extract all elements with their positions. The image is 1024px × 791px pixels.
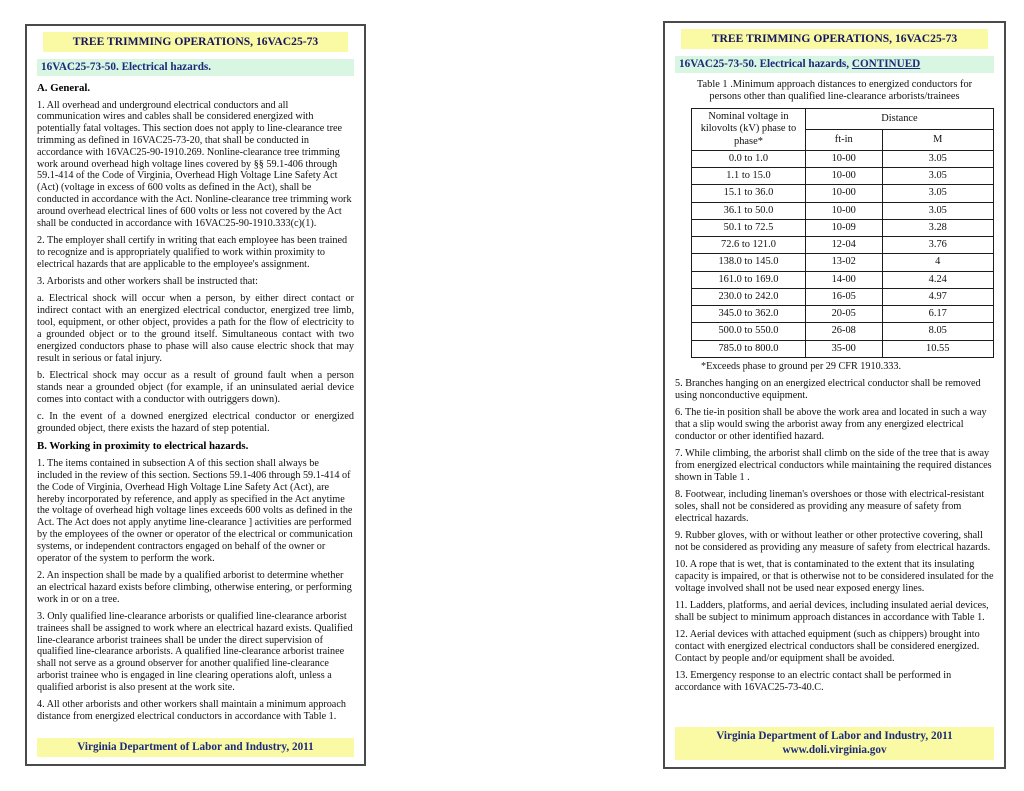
cell-m: 3.28 — [882, 219, 994, 236]
col-header-ftin: ft-in — [805, 129, 882, 150]
cell-voltage: 161.0 to 169.0 — [692, 271, 806, 288]
cell-ftin: 10-09 — [805, 219, 882, 236]
table-row — [692, 288, 994, 305]
cell-ftin: 14-00 — [805, 271, 882, 288]
cell-ftin: 20-05 — [805, 306, 882, 323]
subsection-a-heading: A. General. — [37, 81, 91, 94]
cell-ftin: 16-05 — [805, 288, 882, 305]
page-body — [37, 82, 354, 723]
page-body — [675, 378, 994, 694]
cell-m: 6.17 — [882, 306, 994, 323]
page-title: TREE TRIMMING OPERATIONS, 16VAC25-73 — [43, 32, 348, 52]
table-row — [692, 323, 994, 340]
cell-voltage: 1.1 to 15.0 — [692, 168, 806, 185]
table-row — [692, 306, 994, 323]
cell-m: 3.76 — [882, 237, 994, 254]
col-header-m: M — [882, 129, 994, 150]
paragraph-5: 5. Branches hanging on an energized electrical conductor shall be removed using nonconductive equipment. — [675, 377, 981, 401]
cell-ftin: 10-00 — [805, 150, 882, 167]
cell-voltage: 785.0 to 800.0 — [692, 340, 806, 357]
cell-m: 4.97 — [882, 288, 994, 305]
cell-voltage: 15.1 to 36.0 — [692, 185, 806, 202]
page-footer: Virginia Department of Labor and Industry, 2011 — [37, 738, 354, 757]
page-footer — [675, 727, 994, 760]
table-row — [692, 150, 994, 167]
cell-voltage: 50.1 to 72.5 — [692, 219, 806, 236]
cell-m: 3.05 — [882, 185, 994, 202]
table-caption: Table 1 .Minimum approach distances to energized conductors for persons other than qualified line-clearance arborists/trainees — [696, 79, 973, 103]
paragraph-a3: 3. Arborists and other workers shall be instructed that: — [37, 276, 258, 288]
section-heading-continued: CONTINUED — [851, 58, 921, 70]
cell-m: 8.05 — [882, 323, 994, 340]
cell-voltage: 36.1 to 50.0 — [692, 202, 806, 219]
cell-ftin: 10-00 — [805, 168, 882, 185]
section-heading: 16VAC25-73-50. Electrical hazards. — [37, 59, 354, 76]
cell-voltage: 72.6 to 121.0 — [692, 237, 806, 254]
paragraph-13: 13. Emergency response to an electric contact shall be performed in accordance with 16VAC25-73-40.C. — [675, 670, 952, 694]
table-footnote: *Exceeds phase to ground per 29 CFR 1910.333. — [701, 360, 902, 372]
cell-voltage: 138.0 to 145.0 — [692, 254, 806, 271]
paragraph-9: 9. Rubber gloves, with or without leather or other protective covering, shall not be considered as providing any measure of safety from electrical hazards. — [675, 530, 991, 553]
cell-m: 3.05 — [882, 168, 994, 185]
table-row — [692, 340, 994, 357]
paragraph-b4: 4. All other arborists and other workers shall maintain a minimum approach distance from energized electrical conductors in accordance with Table 1. — [37, 699, 346, 723]
paragraph-a3c: c. In the event of a downed energized electrical conductor or energized grounded object, there exists the hazard of step potential. — [37, 410, 354, 434]
cell-voltage: 345.0 to 362.0 — [692, 306, 806, 323]
table-row — [692, 202, 994, 219]
table-row — [692, 271, 994, 288]
paragraph-b3: 3. Only qualified line-clearance arborists or qualified line-clearance arborist trainees shall be assigned to work where an electrical hazard exists. Qualified line-clearance arborist trainees shall be under the direct supervision of qualified line-clearance arborists. A qualified line-clearance arborist trainee shall not serve as a ground observer for another qualified line-clearance arborist trainee who is engaged in line clearing operations aloft, unless a qualified arborist is also present at the work site. — [37, 611, 353, 693]
paragraph-10: 10. A rope that is wet, that is contaminated to the extent that its insulating capacity is impaired, or that is otherwise not to be considered insulated for the voltage involved shall not be used near exposed energy lines. — [675, 559, 994, 594]
paragraph-a3b: b. Electrical shock may occur as a result of ground fault when a person stands near a grounded object (for example, if an uninsulated aerial device comes into contact with a conductor with outriggers down). — [37, 369, 354, 405]
paragraph-a3a: a. Electrical shock will occur when a person, by either direct contact or indirect contact with an energized electrical conductor, energized tree limb, tool, equipment, or other object, provides a path for the flow of electricity to a grounded object or to the ground itself. Simultaneous contact with two energized conductors phase to phase will also cause electric shock that may result in serious or fatal injury. — [37, 293, 354, 364]
paragraph-b2: 2. An inspection shall be made by a qualified arborist to determine whether an electrical hazard exists before climbing, otherwise entering, or performing work in or on a tree. — [37, 570, 352, 605]
paragraph-12: 12. Aerial devices with attached equipment (such as chippers) brought into contact with energized electrical conductors shall be considered energized. Contact by people and/or equipment shall be avoided. — [675, 629, 980, 665]
cell-ftin: 10-00 — [805, 185, 882, 202]
cell-voltage: 230.0 to 242.0 — [692, 288, 806, 305]
cell-m: 3.05 — [882, 150, 994, 167]
paragraph-a2: 2. The employer shall certify in writing that each employee has been trained to recognize and is appropriately qualified to work within proximity to electrical hazards that are applicable to the employee's assignment. — [37, 235, 348, 270]
col-header-voltage: Nominal voltage in kilovolts (kV) phase to phase* — [692, 108, 806, 150]
cell-m: 10.55 — [882, 340, 994, 357]
document-page-left — [25, 24, 366, 766]
footer-org: Virginia Department of Labor and Industry, 2011 — [716, 730, 953, 742]
cell-voltage: 0.0 to 1.0 — [692, 150, 806, 167]
cell-ftin: 26-08 — [805, 323, 882, 340]
cell-m: 4 — [882, 254, 994, 271]
table-row — [692, 219, 994, 236]
paragraph-b1: 1. The items contained in subsection A of this section shall always be included in the review of this section. Sections 59.1-406 through 59.1-414 of the Code of Virginia, Overhead High Voltage Line Safety Act (Act), are hereby incorporated by reference, and apply as specified in the Act anytime the voltage of overhead high voltage lines exceeds 600 volts as defined in the Act. The Act does not apply anytime line-clearance ] activities are performed by the employees of the owner or operator of the electrical or communication systems, or independent contractors engaged on behalf of the owner or operator of the system to perform the work. — [37, 458, 353, 564]
cell-m: 4.24 — [882, 271, 994, 288]
table-row — [692, 168, 994, 185]
document-page-right — [663, 21, 1006, 769]
table-header-row — [692, 108, 994, 129]
section-heading-main: 16VAC25-73-50. Electrical hazards, — [679, 58, 852, 70]
cell-ftin: 10-00 — [805, 202, 882, 219]
paragraph-11: 11. Ladders, platforms, and aerial devices, including insulated aerial devices, shall be subject to minimum approach distances in accordance with Table 1. — [675, 600, 989, 624]
approach-distance-table — [691, 108, 994, 358]
section-heading — [675, 56, 994, 73]
cell-voltage: 500.0 to 550.0 — [692, 323, 806, 340]
paragraph-a1: 1. All overhead and underground electrical conductors and all communication wires and cables shall be considered energized with potentially fatal voltages. This section does not apply to line-clearance tree trimming as defined in 16VAC25-73-20, that shall be conducted in accordance with 16VAC25-90-1910.269. Nonline-clearance tree trimming work around overhead high voltage lines covered by §§ 59.1-406 through 59.1-414 of the Code of Virginia, Overhead High Voltage Line Safety Act (Act) (voltage in excess of 600 volts as defined in the Act), shall be conducted in accordance with the Act. Nonline-clearance tree trimming work around overhead electrical lines of 600 volts or less not covered by the Act shall be conducted in accordance with 16VAC25-90-1910.333(c)(1). — [37, 99, 352, 229]
col-header-distance: Distance — [805, 108, 993, 129]
paragraph-6: 6. The tie-in position shall be above the work area and located in such a way that a slip would swing the arborist away from any energized electrical conductor or other identified hazard. — [675, 407, 987, 442]
table-row — [692, 185, 994, 202]
table-row — [692, 254, 994, 271]
subsection-b-heading: B. Working in proximity to electrical hazards. — [37, 440, 249, 453]
table-row — [692, 237, 994, 254]
paragraph-7: 7. While climbing, the arborist shall climb on the side of the tree that is away from energized electrical conductors while maintaining the required distances shown in Table 1 . — [675, 448, 992, 483]
cell-ftin: 12-04 — [805, 237, 882, 254]
footer-url: www.doli.virginia.gov — [782, 744, 887, 756]
paragraph-8: 8. Footwear, including lineman's overshoes or those with electrical-resistant soles, shall not be considered as providing any measure of safety from electrical hazards. — [675, 489, 985, 524]
cell-m: 3.05 — [882, 202, 994, 219]
cell-ftin: 35-00 — [805, 340, 882, 357]
cell-ftin: 13-02 — [805, 254, 882, 271]
page-title: TREE TRIMMING OPERATIONS, 16VAC25-73 — [681, 29, 988, 49]
